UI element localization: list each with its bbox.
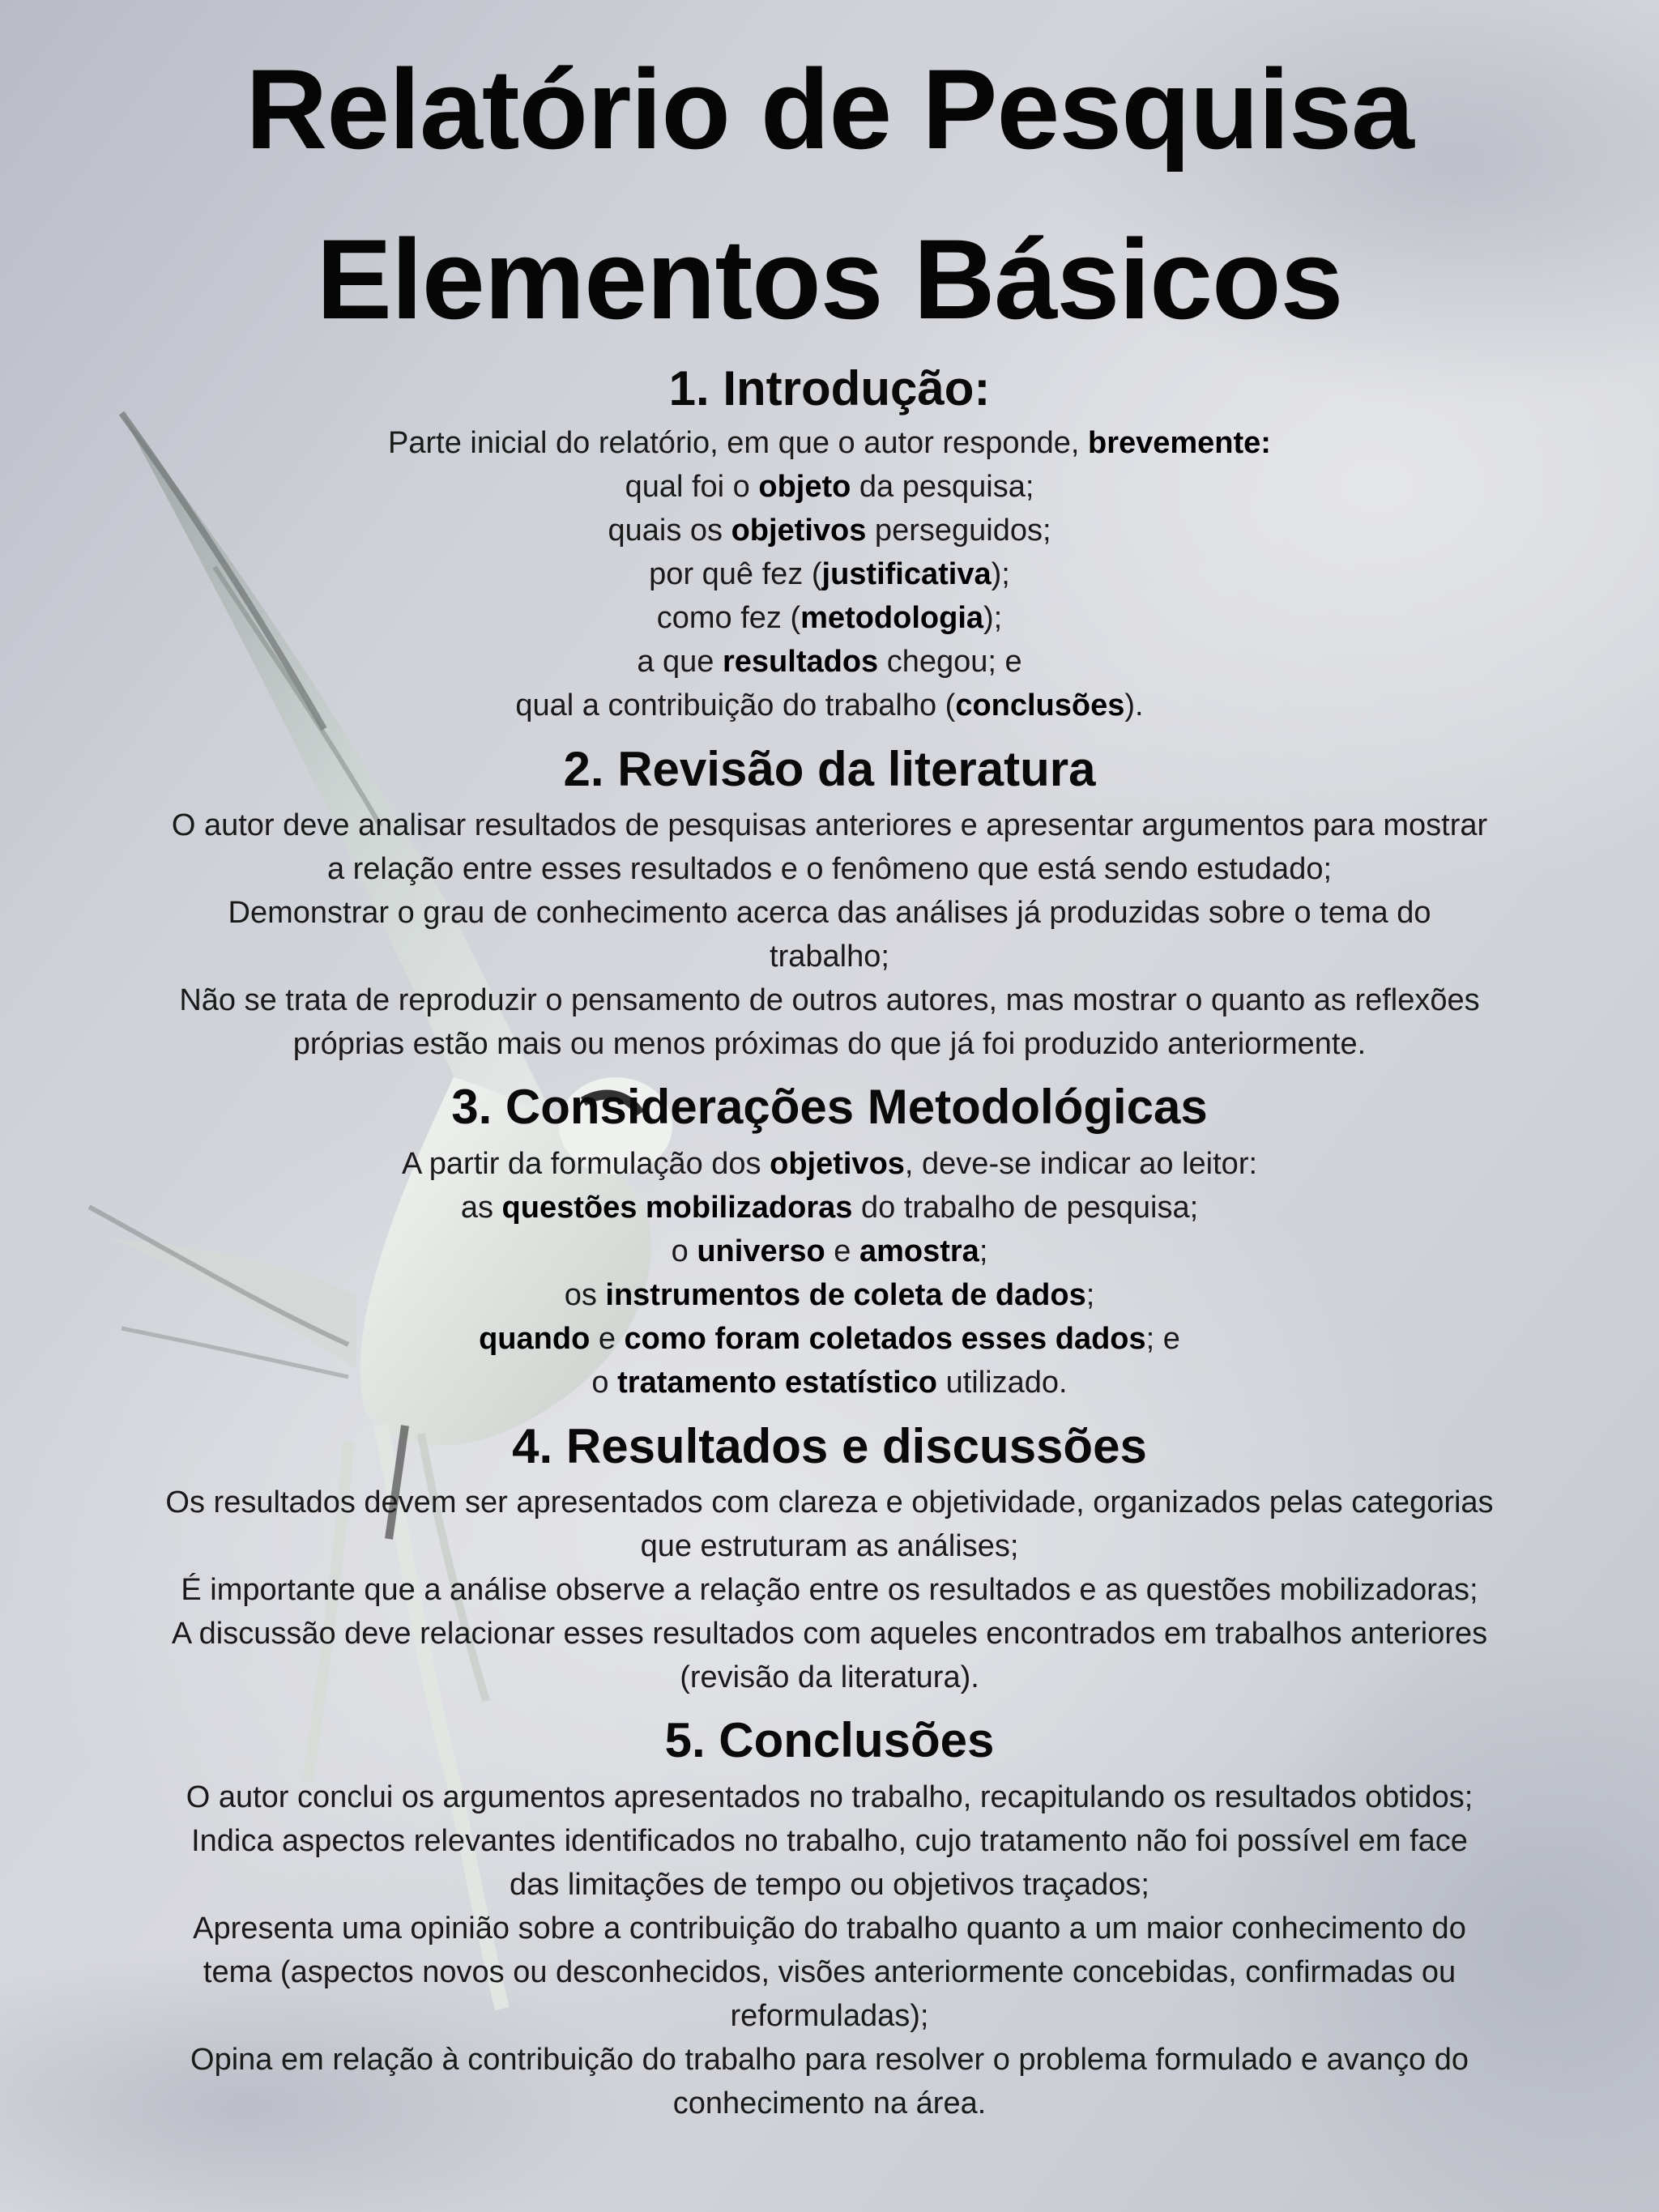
section-3-line bbox=[0, 1186, 1659, 1230]
section-2-line bbox=[0, 847, 1659, 891]
emphasized-term: instrumentos de coleta de dados bbox=[605, 1278, 1086, 1312]
emphasized-term: objetivos bbox=[731, 514, 867, 548]
text-run: utilizado. bbox=[937, 1366, 1068, 1400]
text-run: o bbox=[671, 1234, 697, 1268]
section-5-line bbox=[0, 2038, 1659, 2082]
emphasized-term: brevemente: bbox=[1087, 426, 1271, 460]
text-run: tema (aspectos novos ou desconhecidos, visões anteriormente concebidas, confirmadas ou bbox=[203, 1955, 1456, 1989]
section-5-line bbox=[0, 1994, 1659, 2038]
section-2-line bbox=[0, 935, 1659, 978]
text-run: a que bbox=[637, 645, 723, 679]
section-5-line bbox=[0, 1819, 1659, 1863]
text-run: e bbox=[590, 1322, 625, 1356]
text-run: o bbox=[591, 1366, 618, 1400]
text-run: ); bbox=[983, 601, 1003, 635]
text-run: por quê fez ( bbox=[649, 557, 822, 591]
text-run: trabalho; bbox=[770, 940, 889, 974]
section-1-line bbox=[0, 596, 1659, 640]
text-run: do trabalho de pesquisa; bbox=[852, 1191, 1199, 1225]
section-3-line bbox=[0, 1317, 1659, 1361]
section-1-line bbox=[0, 684, 1659, 727]
emphasized-term: metodologia bbox=[800, 601, 984, 635]
section-3-line bbox=[0, 1273, 1659, 1317]
section-2-line bbox=[0, 803, 1659, 847]
text-run: Opina em relação à contribuição do trabalho para resolver o problema formulado e avanço do bbox=[190, 2043, 1469, 2077]
section-1-line bbox=[0, 509, 1659, 552]
section-2-line bbox=[0, 978, 1659, 1022]
section-1-line bbox=[0, 421, 1659, 465]
emphasized-term: tratamento estatístico bbox=[617, 1366, 938, 1400]
section-1-heading: 1. Introdução: bbox=[668, 361, 991, 416]
emphasized-term: quando bbox=[479, 1322, 591, 1356]
section-2-line bbox=[0, 1022, 1659, 1066]
emphasized-term: objetivos bbox=[770, 1147, 905, 1181]
emphasized-term: amostra bbox=[859, 1234, 979, 1268]
section-4-line bbox=[0, 1524, 1659, 1568]
text-run: O autor deve analisar resultados de pesquisas anteriores e apresentar argumentos para mostrar bbox=[171, 808, 1488, 842]
text-run: Os resultados devem ser apresentados com clareza e objetividade, organizados pelas categorias bbox=[165, 1485, 1494, 1519]
section-1-line bbox=[0, 465, 1659, 509]
section-3-line bbox=[0, 1361, 1659, 1404]
section-2-heading: 2. Revisão da literatura bbox=[563, 742, 1096, 796]
text-run: Indica aspectos relevantes identificados no trabalho, cujo tratamento não foi possível em face bbox=[191, 1824, 1468, 1858]
emphasized-term: questões mobilizadoras bbox=[501, 1191, 853, 1225]
text-run: ; bbox=[1085, 1278, 1095, 1312]
text-run: perseguidos; bbox=[866, 514, 1051, 548]
emphasized-term: universo bbox=[697, 1234, 825, 1268]
text-run: Demonstrar o grau de conhecimento acerca das análises já produzidas sobre o tema do bbox=[228, 896, 1431, 930]
text-run: as bbox=[460, 1191, 502, 1225]
main-title-line-1: Relatório de Pesquisa bbox=[245, 45, 1414, 173]
main-title-line-2: Elementos Básicos bbox=[316, 215, 1343, 343]
emphasized-term: resultados bbox=[723, 645, 879, 679]
text-run: A partir da formulação dos bbox=[401, 1147, 770, 1181]
text-run: conhecimento na área. bbox=[672, 2086, 987, 2120]
emphasized-term: conclusões bbox=[955, 688, 1125, 722]
section-5-line bbox=[0, 2082, 1659, 2125]
section-4-line bbox=[0, 1568, 1659, 1612]
text-run: reformuladas); bbox=[730, 1999, 929, 2033]
section-2-line bbox=[0, 891, 1659, 935]
text-run: Parte inicial do relatório, em que o autor responde, bbox=[388, 426, 1088, 460]
text-run: qual a contribuição do trabalho ( bbox=[515, 688, 956, 722]
section-4-line bbox=[0, 1612, 1659, 1656]
text-run: próprias estão mais ou menos próximas do que já foi produzido anteriormente. bbox=[292, 1027, 1367, 1061]
text-run: chegou; e bbox=[878, 645, 1022, 679]
section-4-line bbox=[0, 1656, 1659, 1699]
text-run: os bbox=[564, 1278, 606, 1312]
section-4-heading: 4. Resultados e discussões bbox=[512, 1419, 1147, 1473]
text-run: ; bbox=[979, 1234, 988, 1268]
section-1-line bbox=[0, 640, 1659, 684]
text-run: É importante que a análise observe a relação entre os resultados e as questões mobilizadoras; bbox=[181, 1573, 1478, 1607]
section-1-line bbox=[0, 552, 1659, 596]
emphasized-term: justificativa bbox=[821, 557, 992, 591]
emphasized-term: objeto bbox=[758, 470, 851, 504]
text-run: , deve-se indicar ao leitor: bbox=[904, 1147, 1258, 1181]
section-5-heading: 5. Conclusões bbox=[664, 1713, 995, 1767]
text-run: ); bbox=[991, 557, 1010, 591]
text-run: O autor conclui os argumentos apresentados no trabalho, recapitulando os resultados obtidos; bbox=[186, 1780, 1473, 1814]
text-run: das limitações de tempo ou objetivos traçados; bbox=[510, 1868, 1149, 1902]
text-run: como fez ( bbox=[656, 601, 801, 635]
text-run: a relação entre esses resultados e o fenômeno que está sendo estudado; bbox=[326, 852, 1333, 886]
text-run: da pesquisa; bbox=[851, 470, 1034, 504]
text-run: Não se trata de reproduzir o pensamento de outros autores, mas mostrar o quanto as reflexões bbox=[179, 983, 1480, 1017]
text-run: e bbox=[825, 1234, 859, 1268]
section-5-line bbox=[0, 1775, 1659, 1819]
section-5-line bbox=[0, 1907, 1659, 1950]
text-run: quais os bbox=[608, 514, 731, 548]
text-run: ; e bbox=[1145, 1322, 1180, 1356]
section-3-line bbox=[0, 1142, 1659, 1186]
text-run: qual foi o bbox=[625, 470, 759, 504]
text-run: que estruturam as análises; bbox=[640, 1529, 1019, 1563]
text-run: A discussão deve relacionar esses resultados com aqueles encontrados em trabalhos anteriores bbox=[171, 1617, 1488, 1651]
section-3-heading: 3. Considerações Metodológicas bbox=[451, 1080, 1208, 1134]
section-4-line bbox=[0, 1481, 1659, 1524]
emphasized-term: como foram coletados esses dados bbox=[624, 1322, 1146, 1356]
text-run: Apresenta uma opinião sobre a contribuição do trabalho quanto a um maior conhecimento do bbox=[193, 1912, 1466, 1946]
section-5-line bbox=[0, 1863, 1659, 1907]
text-run: (revisão da literatura). bbox=[680, 1660, 979, 1694]
section-3-line bbox=[0, 1230, 1659, 1273]
section-5-line bbox=[0, 1950, 1659, 1994]
text-run: ). bbox=[1124, 688, 1144, 722]
